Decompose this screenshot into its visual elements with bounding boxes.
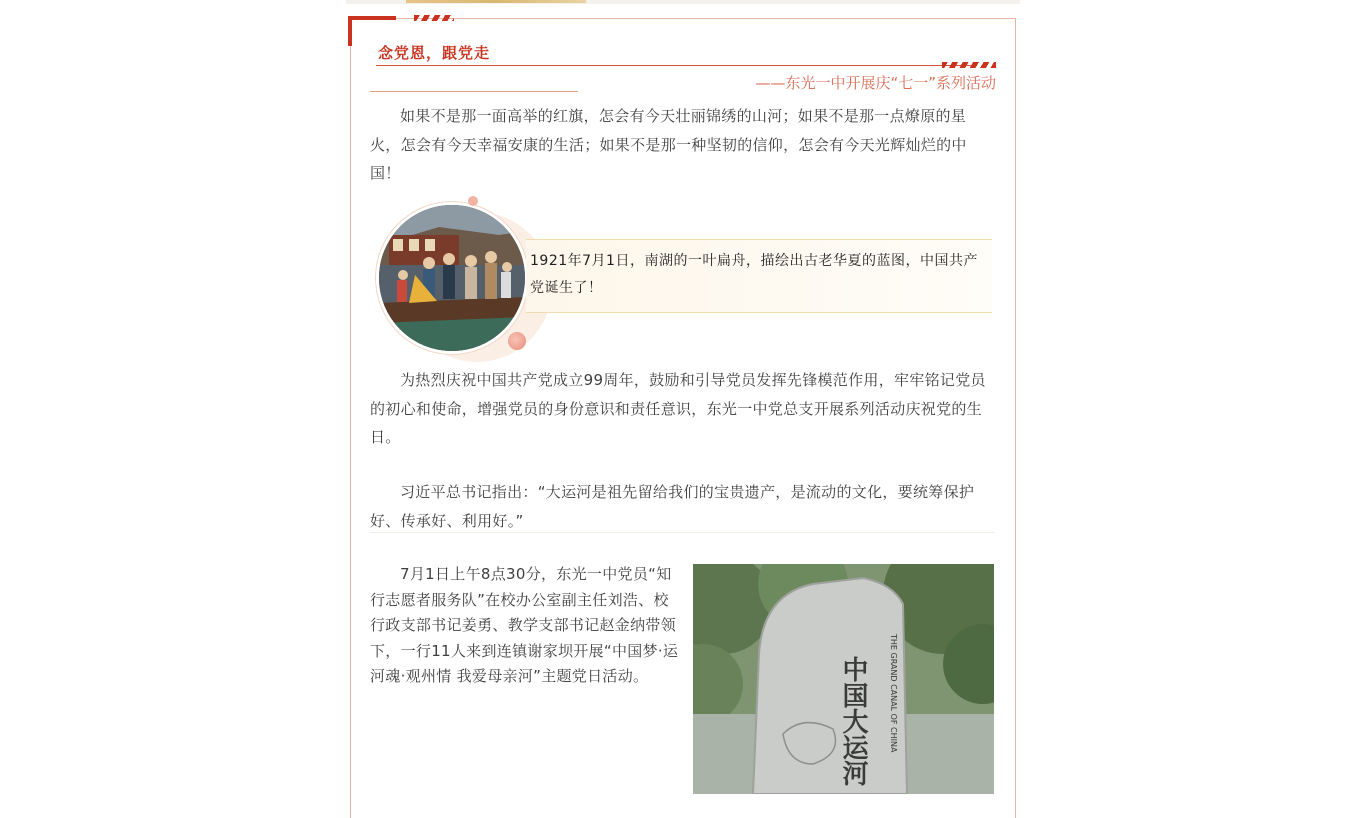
subtitle-rule — [370, 91, 578, 92]
title-underline — [376, 65, 976, 66]
quote-block — [376, 202, 992, 352]
stripe-decoration-left — [414, 15, 454, 21]
article-card — [346, 14, 1020, 794]
celebration-paragraph: 为热烈庆祝中国共产党成立99周年，鼓励和引导党员发挥先锋模范作用，牢牢铭记党员的初心和使命，增强党员的身份意识和责任意识，东光一中党总支开展系列活动庆祝党的生日。 — [370, 371, 986, 446]
article-title: 念党恩，跟党走 — [378, 44, 491, 62]
corner-decoration-left — [348, 16, 352, 46]
top-banner-strip — [346, 0, 1020, 4]
xi-quote-paragraph: 习近平总书记指出：“大运河是祖先留给我们的宝贵遗产，是流动的文化，要统筹保护好、传承好、利用好。” — [370, 483, 975, 530]
section-divider — [370, 532, 994, 533]
activity-paragraph: 7月1日上午8点30分，东光一中党员“知行志愿者服务队”在校办公室副主任刘浩、校行政支部书记姜勇、教学支部书记赵金纳带领下，一行11人来到连镇谢家坝开展“中国梦·运河魂·观州情 我爱母亲河”主题党日活动。 — [370, 565, 679, 685]
banner-image-edge — [406, 0, 586, 3]
stripe-decoration-right — [942, 62, 996, 68]
quote-text: 1921年7月1日，南湖的一叶扁舟，描绘出古老华夏的蓝图，中国共产党诞生了！ — [530, 253, 978, 296]
decorative-bead — [508, 332, 526, 350]
article-subtitle: ——东光一中开展庆“七一”系列活动 — [755, 74, 996, 92]
intro-paragraph: 如果不是那一面高举的红旗，怎会有今天壮丽锦绣的山河；如果不是那一点燎原的星火，怎会有今天幸福安康的生活；如果不是那一种坚韧的信仰，怎会有今天光辉灿烂的中国！ — [370, 107, 967, 182]
grand-canal-stone-photo — [693, 564, 994, 794]
decorative-dot — [468, 196, 478, 206]
corner-decoration-top — [348, 16, 396, 20]
stone-english-text: THE GRAND CANAL OF CHINA — [889, 634, 898, 753]
stone-chinese-text: 中国大运河 — [838, 656, 868, 786]
red-boat-painting — [376, 202, 528, 354]
